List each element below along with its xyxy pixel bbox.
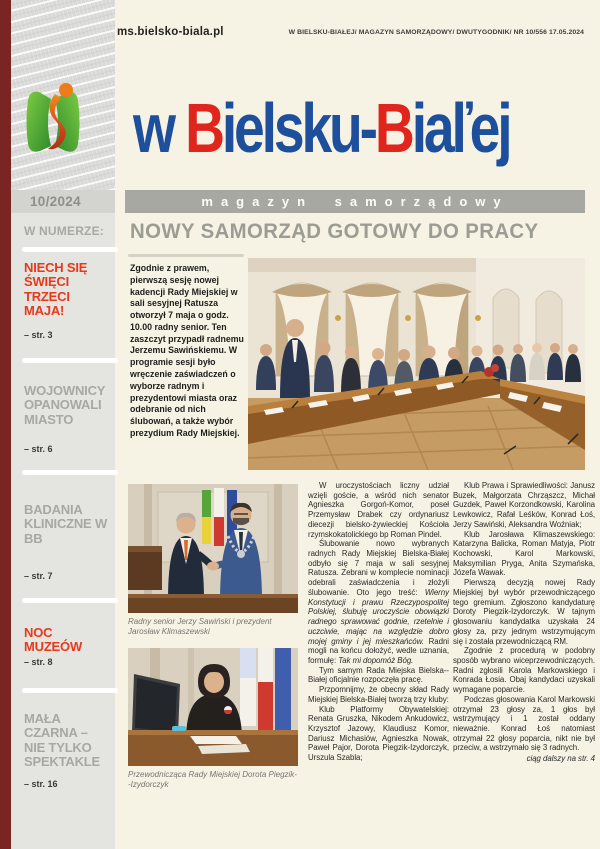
headline-rule <box>128 254 244 257</box>
handshake-photo <box>128 484 298 613</box>
paragraph: Klub Jarosława Klimaszewskiego: Katarzyna Balicka, Roman Matyja, Piotr Kochowski, Karol Markowski, Maksymilian Pryga, Anita Szymańska, Józefa Wawak. <box>453 529 595 578</box>
sidebar-item-page: – str. 7 <box>24 571 53 581</box>
handshake-photo-illustration <box>128 484 298 613</box>
issue-info-line: W BIELSKU-BIAŁEJ/ MAGAZYN SAMORZĄDOWY/ DWUTYGODNIK/ NR 10/556 17.05.2024 <box>288 29 584 36</box>
title-part: ielsku- <box>221 89 375 167</box>
sidebar-divider <box>22 598 118 603</box>
paragraph-text: Radni mogli na końcu dołożyć, wedle uznania, formułę: <box>308 636 450 665</box>
paragraph <box>308 539 449 665</box>
paragraph-text: Ślubowanie nowo wybranych radnych Rady Miejskiej Bielska-Białej odbyło się 7 maja w sali sesyjnej Ratusza. Zebrani w komplecie nominacji odebrali zaświadczenia i złożyli ślubowanie. Oto jego treść: <box>308 539 449 597</box>
chairwoman-photo <box>128 648 298 766</box>
paragraph: Zgodnie z procedurą w podobny sposób wybrano wiceprzewodniczących. Radni zgłosili Karola Markowskiego i Konrada Łosia. Obaj kandydaci uzyskali wymagane poparcie. <box>453 646 595 695</box>
oath-text: Tak mi dopomóż Bóg. <box>338 655 414 665</box>
magazine-title <box>133 84 510 188</box>
photo1-caption: Radny senior Jerzy Sawiński i prezydent Jarosław Klimaszewski <box>128 617 272 637</box>
sidebar-item-page: – str. 16 <box>24 779 58 789</box>
sidebar-item-niech-sie-swieci[interactable]: NIECH SIĘ ŚWIĘCI TRZECI MAJA! <box>24 260 88 318</box>
sidebar-item-noc-muzeow[interactable]: NOC MUZEÓW <box>24 625 83 655</box>
paragraph: Przpomnijmy, że obecny skład Rady Miejskiej Bielska-Białej tworzą trzy kluby: <box>308 685 449 704</box>
sidebar-item-page: – str. 8 <box>24 657 53 667</box>
session-photo-illustration <box>248 258 585 470</box>
sidebar-heading: W NUMERZE: <box>24 224 104 238</box>
sidebar-item-wojownicy[interactable]: WOJOWNICY OPANOWALI MIASTO <box>24 383 106 427</box>
paragraph: Pierwszą decyzją nowej Rady Miejskiej był wybór przewodniczącego tego gremium. Zgłoszono kandydaturę Doroty Piegzik-Izydorczyk. W tajnym głosowaniu kandydatka uzyskała 24 głosy za, przy jednym wstrzymującym się i została przewodniczącą RM. <box>453 578 595 646</box>
photo2-caption: Przewodnicząca Rady Miejskiej Dorota Piegzik--Izydorczyk <box>128 770 297 790</box>
paragraph: W uroczystościach liczny udział wzięli goście, a wśród nich senator Agnieszka Gorgoń-Komor, poseł Przemysław Drabek czy ordynariusz diecezji bielsko-żywieckiej Kościoła rzymskokatolickiego bp Roman Pindel. <box>308 481 449 539</box>
tagline-bar: magazyn samorządowy <box>125 190 585 213</box>
bielsko-biala-logo-icon <box>22 82 84 162</box>
paragraph: Tym samym Rada Miejska Bielska--Białej oficjalnie rozpoczęła pracę. <box>308 665 449 685</box>
site-url: ms.bielsko-biala.pl <box>117 26 224 38</box>
sidebar-divider <box>22 358 118 363</box>
session-photo <box>248 258 585 470</box>
title-part: iaľej <box>411 89 510 167</box>
sidebar-item-mala-czarna[interactable]: MAŁA CZARNA – NIE TYLKO SPEKTAKLE <box>24 711 100 769</box>
city-logo <box>22 82 84 162</box>
continuation-note: ciąg dalszy na str. 4 <box>526 754 595 764</box>
oath-text: Wierny Konstytucji i prawu Rzeczypospolitej Polskiej, ślubuję uroczyście obowiązki radnego sprawować godnie, rzetelnie i uczciwie, mając na względzie dobro mojej gminy i jej mieszkańców. <box>308 587 449 646</box>
title-part: w <box>133 89 186 167</box>
article-headline: NOWY SAMORZĄD GOTOWY DO PRACY <box>130 220 539 243</box>
sidebar-divider <box>22 247 118 252</box>
title-part: B <box>185 89 222 167</box>
chairwoman-photo-illustration <box>128 648 298 766</box>
sidebar-divider <box>22 470 118 475</box>
article-column-2 <box>453 481 595 764</box>
flags <box>240 648 291 734</box>
issue-number-badge: 10/2024 <box>11 190 115 213</box>
sidebar-item-badania[interactable]: BADANIA KLINICZNE W BB <box>24 502 108 546</box>
left-edge-strip <box>0 0 11 849</box>
sidebar-item-page: – str. 6 <box>24 444 53 454</box>
sidebar-item-page: – str. 3 <box>24 330 53 340</box>
article-column-1 <box>308 481 449 763</box>
sidebar-divider <box>22 688 118 693</box>
paragraph: Podczas głosowania Karol Markowski otrzymał 23 głosy za, 1 głos był wstrzymujący i 1 został oddany nieważnie. Konrad Łoś natomiast otrzymał 22 głosy poparcia, nikt nie był przeciw, a wstrzymało się 3 radnych. <box>453 694 595 753</box>
paragraph: Klub Prawa i Sprawiedliwości: Janusz Buzek, Małgorzata Chrząszcz, Michał Guzdek, Paweł Korzondkowski, Karolina Lewkowicz, Rafał Leśków, Konrad Łoś, Jerzy Sawiński, Aleksandra Woźniak; <box>453 481 595 529</box>
paragraph: Klub Platformy Obywatelskiej: Renata Gruszka, Nikodem Ankudowicz, Krzysztof Jazowy, Klaudiusz Komor, Dariusz Michasiów, Agnieszka Nowak, Paweł Pajor, Dorota Piegzik-Izydorczyk, Urszula Szabla; <box>308 704 449 763</box>
title-part: B <box>374 89 412 167</box>
article-lead: Zgodnie z prawem, pierwszą sesję nowej kadencji Rady Miejskiej w sali sesyjnej Ratusza otworzył 7 maja o godz. 10.00 radny senior. Ten zaszczyt przypadł radnemu Jerzemu Sawińskiemu. W programie sesji było wręczenie zaświadczeń o wyborze radnym i prezydentowi miasta oraz odebranie od nich ślubowań, a także wybór prezydium Rady Miejskiej. <box>130 263 244 438</box>
window <box>412 283 472 376</box>
